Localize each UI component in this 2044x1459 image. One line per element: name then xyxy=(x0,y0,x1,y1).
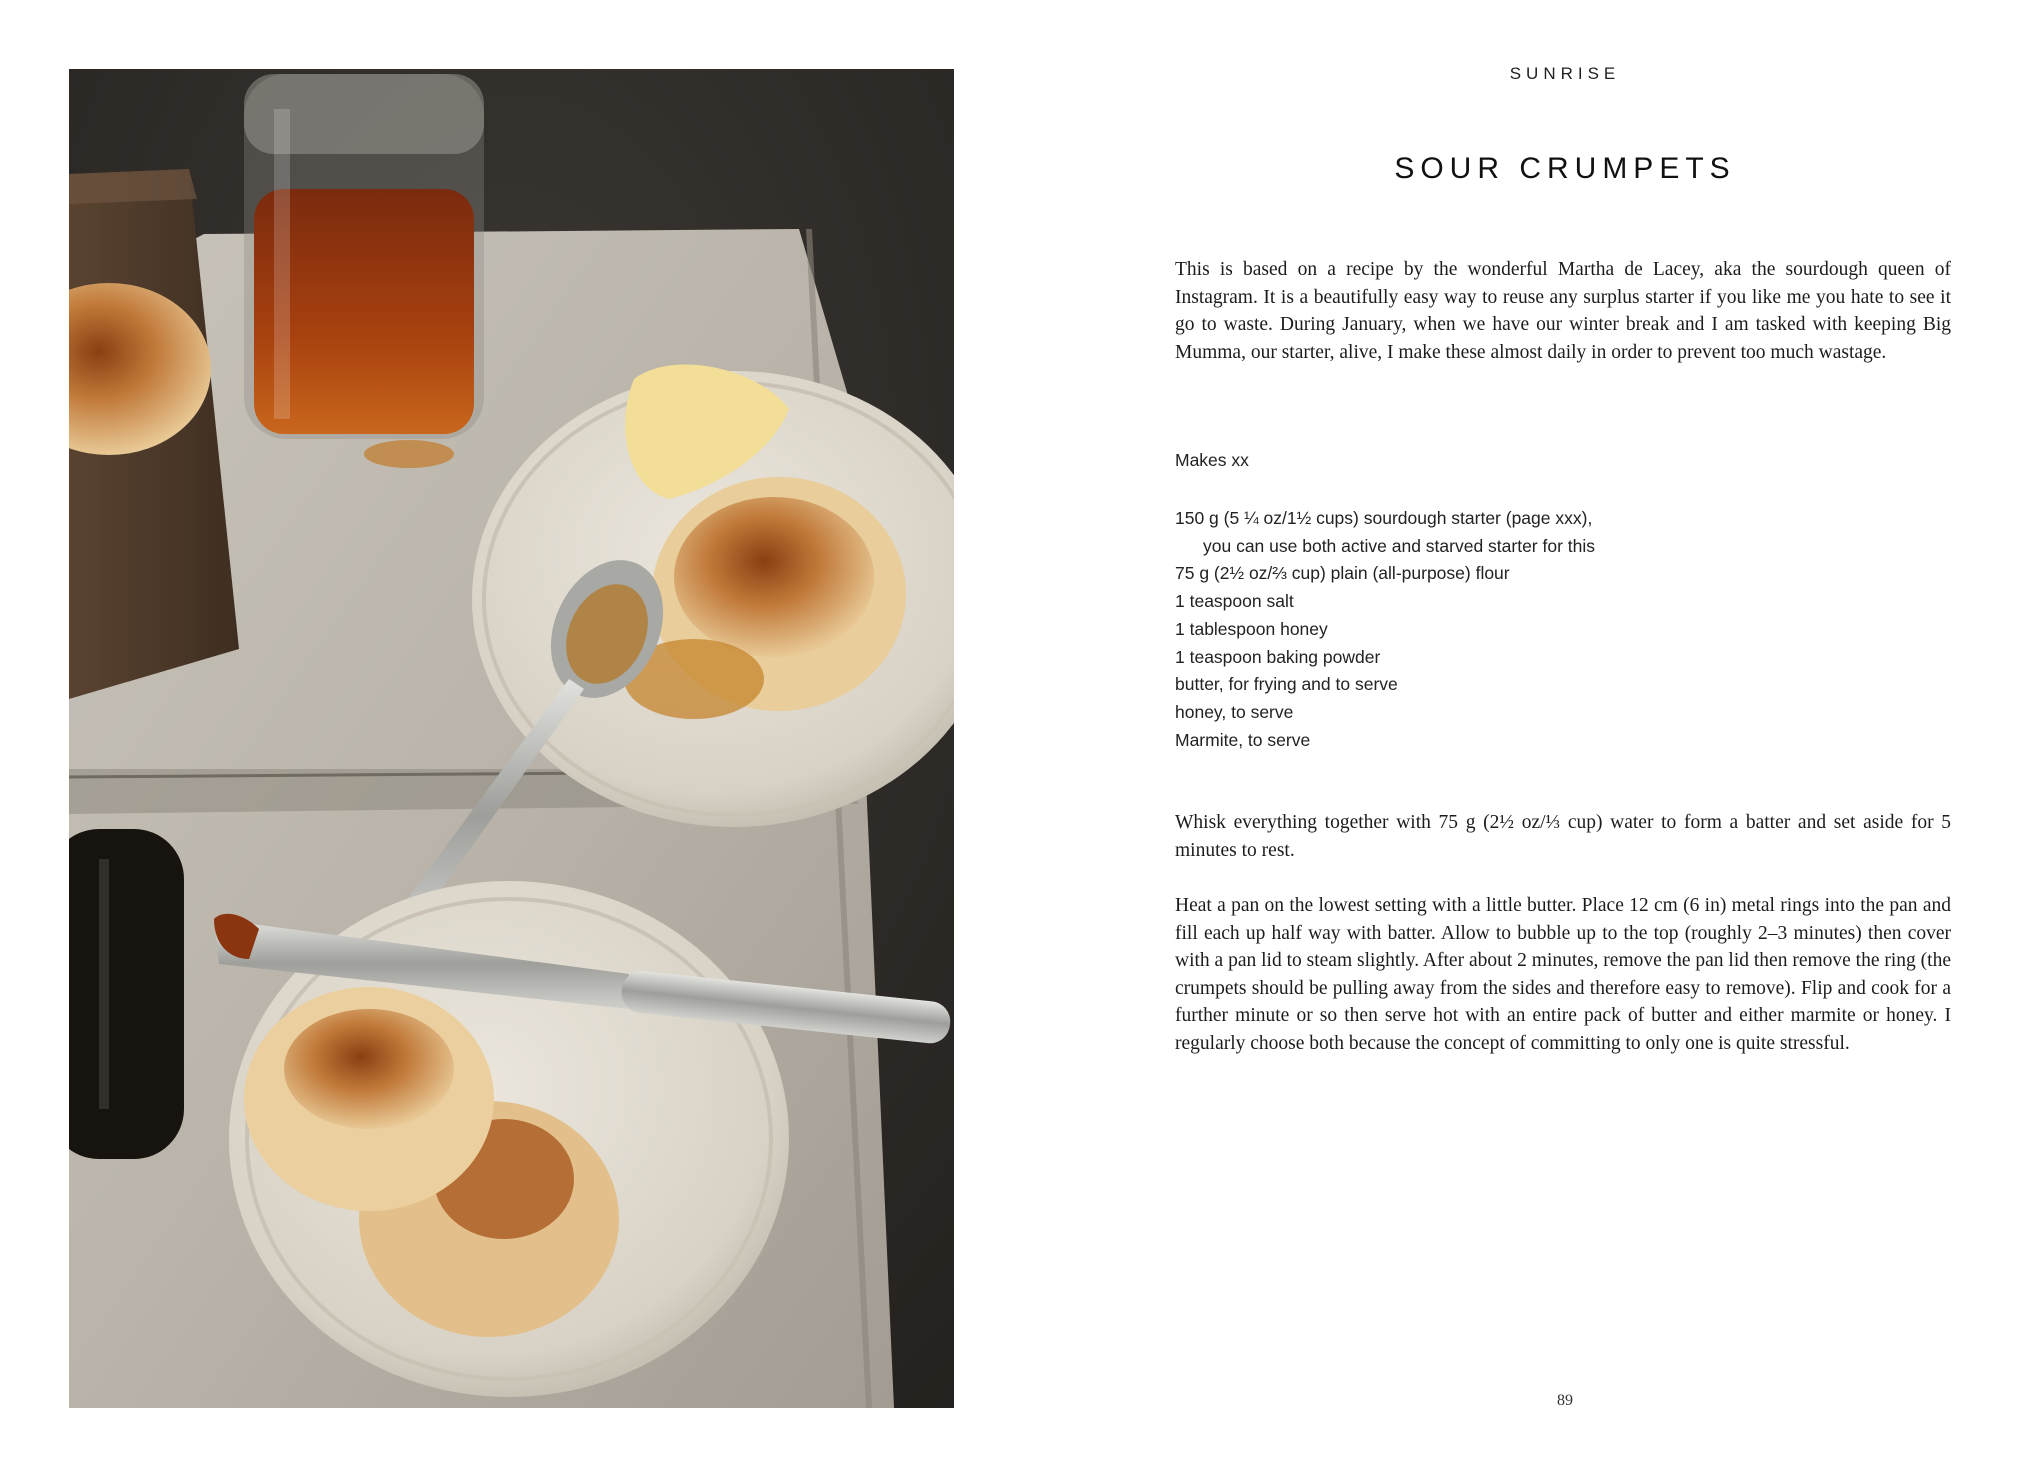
food-photo-illustration xyxy=(69,69,954,1408)
yield-text: Makes xx xyxy=(1175,450,1249,470)
ingredient-item: butter, for frying and to serve xyxy=(1175,674,1398,695)
crumpets-photo xyxy=(69,69,954,1408)
method-step: Whisk everything together with 75 g (2½ oz/⅓ cup) water to form a batter and set aside for 5 minutes to rest. xyxy=(1175,812,1951,861)
ingredient-item: 1 teaspoon baking powder xyxy=(1175,646,1381,667)
page-number: 89 xyxy=(1557,1392,1573,1409)
ingredient-item: 75 g (2½ oz/⅔ cup) plain (all-purpose) flour xyxy=(1175,563,1510,584)
recipe-title: SOUR CRUMPETS xyxy=(1394,152,1736,185)
recipe-intro: This is based on a recipe by the wonderful Martha de Lacey, aka the sourdough queen of Instagram. It is a beautifully easy way to reuse any surplus starter if you like me you hate to see it go to waste. During January, when we have our winter break and I am tasked with keeping Big Mumma, our starter, alive, I make these almost daily in order to prevent too much wastage. xyxy=(1175,259,1951,363)
ingredient-item: honey, to serve xyxy=(1175,701,1294,722)
ingredient-item: 1 teaspoon salt xyxy=(1175,591,1294,612)
method-step: Heat a pan on the lowest setting with a little butter. Place 12 cm (6 in) metal rings into the pan and fill each up half way with batter. Allow to bubble up to the top (roughly 2–3 minutes) then cover with a pan lid to steam slightly. After about 2 minutes, remove the pan lid then remove the ring (the crumpets should be pulling away from the sides and therefore easy to remove). Flip and cook for a further minute or so then serve hot with an entire pack of butter and either marmite or honey. I regularly choose both because the concept of committing to only one is quite stressful. xyxy=(1175,895,1951,1054)
ingredient-list xyxy=(1175,505,1595,754)
ingredient-item: Marmite, to serve xyxy=(1175,729,1311,750)
ingredient-item: you can use both active and starved starter for this xyxy=(1203,535,1596,556)
ingredient-item: 1 tablespoon honey xyxy=(1175,618,1328,639)
section-heading: SUNRISE xyxy=(1509,64,1621,83)
ingredient-item: 150 g (5 ¼ oz/1½ cups) sourdough starter (page xxx), xyxy=(1175,508,1593,528)
